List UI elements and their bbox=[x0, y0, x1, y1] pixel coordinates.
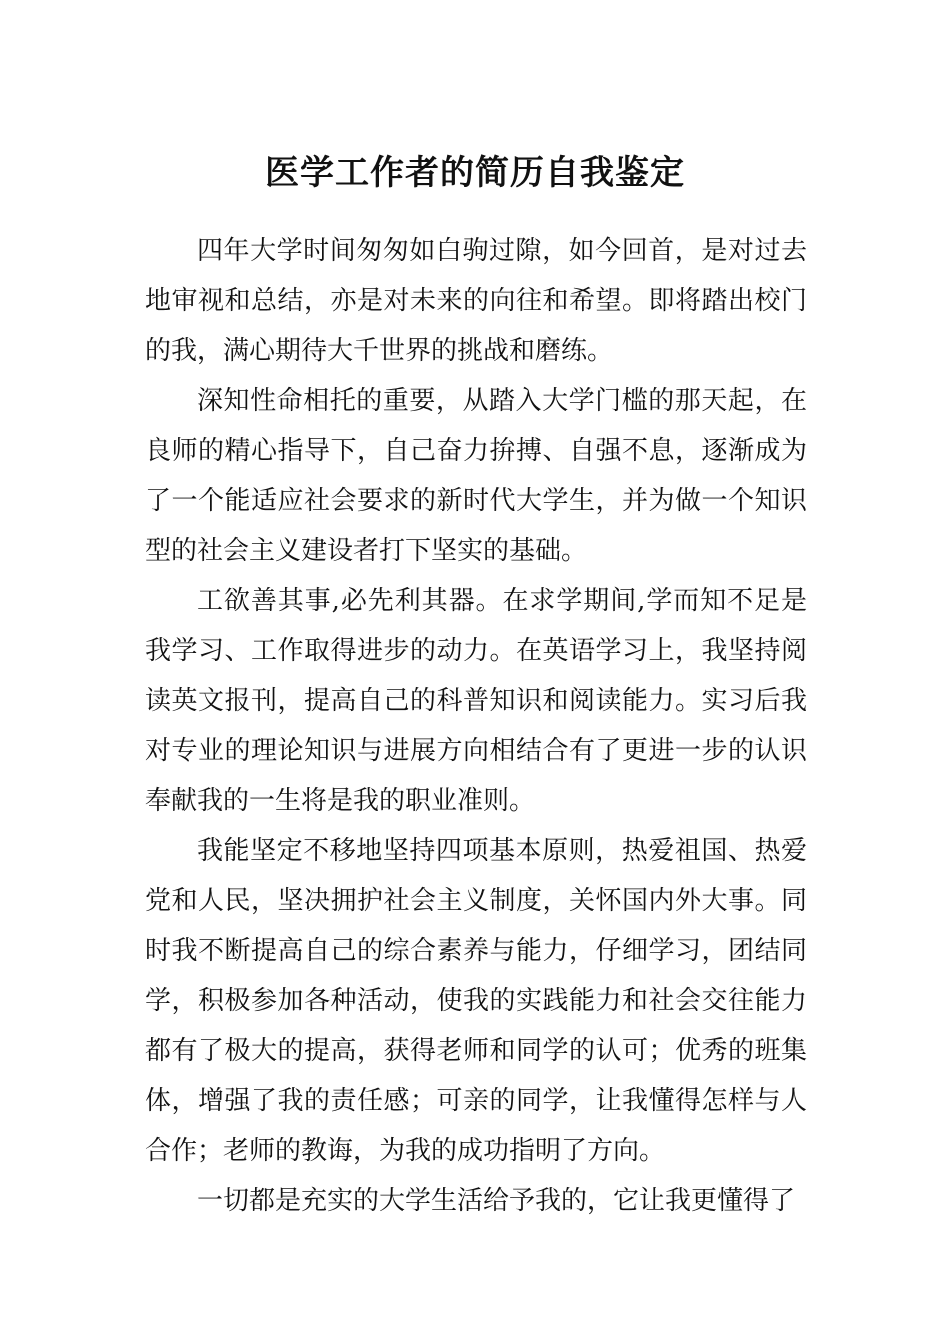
paragraph: 一切都是充实的大学生活给予我的，它让我更懂得了 bbox=[197, 1186, 796, 1216]
paragraph: 深知性命相托的重要，从踏入大学门槛的那天起，在良师的精心指导下，自己奋力拚搏、自强不息，逐渐成为了一个能适应社会要求的新时代大学生，并为做一个知识型的社会主义建设者打下坚实的基础。 bbox=[145, 386, 807, 566]
paragraph: 工欲善其事,必先利其器。在求学期间,学而知不足是我学习、工作取得进步的动力。在英语学习上，我坚持阅读英文报刊，提高自己的科普知识和阅读能力。实习后我对专业的理论知识与进展方向相结合有了更进一步的认识奉献我的一生将是我的职业准则。 bbox=[145, 586, 807, 816]
document-title: 医学工作者的简历自我鉴定 bbox=[265, 152, 685, 193]
paragraph: 我能坚定不移地坚持四项基本原则，热爱祖国、热爱党和人民，坚决拥护社会主义制度，关怀国内外大事。同时我不断提高自己的综合素养与能力，仔细学习，团结同学，积极参加各种活动，使我的实践能力和社会交往能力都有了极大的提高，获得老师和同学的认可；优秀的班集体，增强了我的责任感；可亲的同学，让我懂得怎样与人合作；老师的教诲，为我的成功指明了方向。 bbox=[145, 836, 807, 1166]
paragraph: 四年大学时间匆匆如白驹过隙，如今回首，是对过去地审视和总结，亦是对未来的向往和希望。即将踏出校门的我，满心期待大千世界的挑战和磨练。 bbox=[145, 236, 807, 366]
document-body bbox=[145, 226, 807, 1226]
